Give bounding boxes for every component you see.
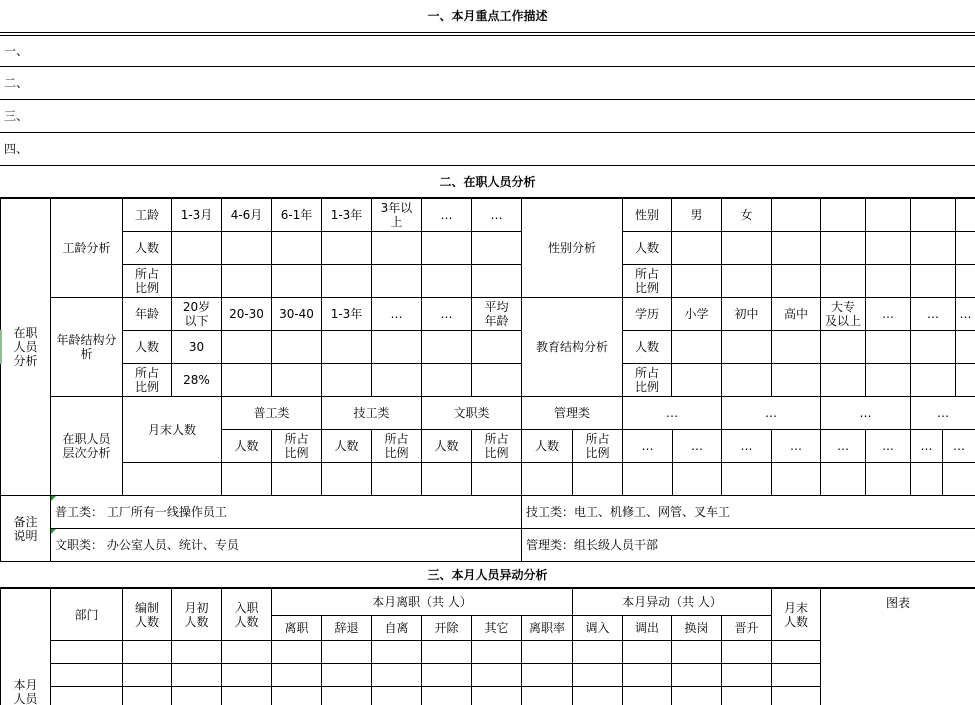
header-staffing[interactable]: 编制 人数 xyxy=(123,589,172,641)
level-val-3-b[interactable] xyxy=(573,463,623,496)
age-cell-r1-c3[interactable] xyxy=(272,331,322,364)
age-cell-r2-c3[interactable] xyxy=(272,364,322,397)
section2-title[interactable]: 二、在职人员分析 xyxy=(0,166,975,198)
tenure-cell-r1-c0[interactable]: 人数 xyxy=(123,232,172,265)
level-val-1-b[interactable] xyxy=(372,463,422,496)
turnover-row-1-c7[interactable] xyxy=(422,664,472,687)
turnover-side-label[interactable]: 本月 人员 xyxy=(0,589,51,705)
level-sub-0-a[interactable]: 人数 xyxy=(222,430,272,463)
turnover-row-1-c11[interactable] xyxy=(623,664,672,687)
level-val-0-a[interactable] xyxy=(222,463,272,496)
level-analysis-label[interactable]: 在职人员 层次分析 xyxy=(51,397,123,496)
education-cell-r0-c5[interactable]: … xyxy=(866,298,911,331)
education-cell-r0-c7[interactable]: … xyxy=(956,298,975,331)
tenure-cell-r2-c2[interactable] xyxy=(222,265,272,298)
turnover-row-1-c3[interactable] xyxy=(222,664,272,687)
turnover-row-2-c12[interactable] xyxy=(672,687,722,705)
education-cell-r0-c3[interactable]: 高中 xyxy=(772,298,821,331)
tenure-cell-r1-c2[interactable] xyxy=(222,232,272,265)
gender-cell-r1-c6[interactable] xyxy=(911,232,956,265)
gender-cell-r1-c7[interactable] xyxy=(956,232,975,265)
level-sub-4-b[interactable]: … xyxy=(673,430,722,463)
education-cell-r2-c7[interactable] xyxy=(956,364,975,397)
education-cell-r2-c2[interactable] xyxy=(722,364,772,397)
turnover-row-0-c13[interactable] xyxy=(722,641,772,664)
age-cell-r0-c3[interactable]: 30-40 xyxy=(272,298,322,331)
turnover-row-0-c14[interactable] xyxy=(772,641,821,664)
education-cell-r2-c4[interactable] xyxy=(821,364,866,397)
turnover-row-1-c14[interactable] xyxy=(772,664,821,687)
work-item-3[interactable]: 三、 xyxy=(0,100,975,133)
education-cell-r1-c4[interactable] xyxy=(821,331,866,364)
comment-marker-icon xyxy=(51,529,56,534)
level-sub-6-b[interactable]: … xyxy=(866,430,911,463)
tenure-cell-r1-c7[interactable] xyxy=(472,232,522,265)
level-val-3-a[interactable] xyxy=(522,463,573,496)
turnover-row-1-c8[interactable] xyxy=(472,664,522,687)
turnover-row-2-c7[interactable] xyxy=(422,687,472,705)
header-month-end[interactable]: 月末 人数 xyxy=(772,589,821,641)
gender-cell-r0-c1[interactable]: 男 xyxy=(672,199,722,232)
tenure-cell-r2-c6[interactable] xyxy=(422,265,472,298)
tenure-analysis-label[interactable]: 工龄分析 xyxy=(51,199,123,298)
age-cell-r2-c1[interactable]: 28% xyxy=(172,364,222,397)
age-cell-r2-c5[interactable] xyxy=(372,364,422,397)
turnover-row-2-c11[interactable] xyxy=(623,687,672,705)
level-val-5-a[interactable] xyxy=(722,463,772,496)
tenure-cell-r2-c0[interactable]: 所占 比例 xyxy=(123,265,172,298)
gender-cell-r0-c5[interactable] xyxy=(866,199,911,232)
tenure-cell-r1-c1[interactable] xyxy=(172,232,222,265)
age-cell-r1-c7[interactable] xyxy=(472,331,522,364)
gender-cell-r1-c2[interactable] xyxy=(722,232,772,265)
work-item-1[interactable]: 一、 xyxy=(0,36,975,67)
tenure-cell-r0-c7[interactable]: … xyxy=(472,199,522,232)
turnover-row-0-c12[interactable] xyxy=(672,641,722,664)
age-cell-r1-c5[interactable] xyxy=(372,331,422,364)
turnover-row-2-c3[interactable] xyxy=(222,687,272,705)
education-cell-r2-c3[interactable] xyxy=(772,364,821,397)
turnover-row-0-c1[interactable] xyxy=(123,641,172,664)
level-sub-0-b[interactable]: 所占 比例 xyxy=(272,430,322,463)
education-cell-r2-c0[interactable]: 所占 比例 xyxy=(623,364,672,397)
level-val-7-b[interactable] xyxy=(943,463,975,496)
age-cell-r0-c1[interactable]: 20岁 以下 xyxy=(172,298,222,331)
header-change-group[interactable]: 本月异动（共 人） xyxy=(573,589,772,616)
tenure-cell-r0-c1[interactable]: 1-3月 xyxy=(172,199,222,232)
level-sub-2-a[interactable]: 人数 xyxy=(422,430,472,463)
gender-cell-r0-c7[interactable] xyxy=(956,199,975,232)
header-resign-group[interactable]: 本月离职（共 人） xyxy=(272,589,573,616)
tenure-cell-r2-c7[interactable] xyxy=(472,265,522,298)
level-group-2[interactable]: 文职类 xyxy=(422,397,522,430)
tenure-cell-r2-c1[interactable] xyxy=(172,265,222,298)
turnover-row-1-c2[interactable] xyxy=(172,664,222,687)
tenure-cell-r2-c5[interactable] xyxy=(372,265,422,298)
section1-title[interactable]: 一、本月重点工作描述 xyxy=(0,0,975,33)
education-cell-r1-c6[interactable] xyxy=(911,331,956,364)
turnover-row-1-c10[interactable] xyxy=(573,664,623,687)
level-val-2-b[interactable] xyxy=(472,463,522,496)
tenure-cell-r0-c3[interactable]: 6-1年 xyxy=(272,199,322,232)
gender-cell-r0-c0[interactable]: 性别 xyxy=(623,199,672,232)
turnover-row-0-c6[interactable] xyxy=(372,641,422,664)
turnover-row-2-c6[interactable] xyxy=(372,687,422,705)
gender-cell-r0-c3[interactable] xyxy=(772,199,821,232)
level-sub-7-b[interactable]: … xyxy=(943,430,975,463)
turnover-row-0-c9[interactable] xyxy=(522,641,573,664)
education-cell-r0-c2[interactable]: 初中 xyxy=(722,298,772,331)
age-cell-r0-c4[interactable]: 1-3年 xyxy=(322,298,372,331)
note-management[interactable]: 管理类：组长级人员干部 xyxy=(522,529,975,562)
gender-analysis-label[interactable]: 性别分析 xyxy=(522,199,623,298)
turnover-row-2-c2[interactable] xyxy=(172,687,222,705)
age-cell-r2-c6[interactable] xyxy=(422,364,472,397)
sub-header-5[interactable]: 离职率 xyxy=(522,616,573,641)
note-technical-worker[interactable]: 技工类：电工、机修工、网管、叉车工 xyxy=(522,496,975,529)
tenure-cell-r1-c4[interactable] xyxy=(322,232,372,265)
level-group-1[interactable]: 技工类 xyxy=(322,397,422,430)
note-clerical[interactable]: 文职类： 办公室人员、统计、专员 xyxy=(51,529,522,562)
education-cell-r1-c7[interactable] xyxy=(956,331,975,364)
level-sub-1-b[interactable]: 所占 比例 xyxy=(372,430,422,463)
gender-cell-r0-c4[interactable] xyxy=(821,199,866,232)
level-sub-7-a[interactable]: … xyxy=(911,430,943,463)
turnover-row-0-c11[interactable] xyxy=(623,641,672,664)
education-cell-r1-c2[interactable] xyxy=(722,331,772,364)
gender-cell-r1-c5[interactable] xyxy=(866,232,911,265)
turnover-row-1-c9[interactable] xyxy=(522,664,573,687)
age-cell-r2-c0[interactable]: 所占 比例 xyxy=(123,364,172,397)
education-cell-r0-c6[interactable]: … xyxy=(911,298,956,331)
gender-cell-r0-c2[interactable]: 女 xyxy=(722,199,772,232)
level-val-7-a[interactable] xyxy=(911,463,943,496)
gender-cell-r2-c4[interactable] xyxy=(821,265,866,298)
sub-header-3[interactable]: 开除 xyxy=(422,616,472,641)
month-end-count-header[interactable]: 月末人数 xyxy=(123,397,222,463)
age-cell-r0-c0[interactable]: 年龄 xyxy=(123,298,172,331)
sub-header-0[interactable]: 离职 xyxy=(272,616,322,641)
gender-cell-r2-c5[interactable] xyxy=(866,265,911,298)
gender-cell-r1-c3[interactable] xyxy=(772,232,821,265)
header-department[interactable]: 部门 xyxy=(51,589,123,641)
turnover-row-2-c5[interactable] xyxy=(322,687,372,705)
level-group-6[interactable]: … xyxy=(821,397,911,430)
turnover-row-0-c0[interactable] xyxy=(51,641,123,664)
age-cell-r2-c2[interactable] xyxy=(222,364,272,397)
turnover-row-1-c13[interactable] xyxy=(722,664,772,687)
level-sub-5-a[interactable]: … xyxy=(722,430,772,463)
turnover-row-2-c8[interactable] xyxy=(472,687,522,705)
level-group-7[interactable]: … xyxy=(911,397,975,430)
level-val-4-a[interactable] xyxy=(623,463,673,496)
turnover-row-0-c7[interactable] xyxy=(422,641,472,664)
age-analysis-label[interactable]: 年龄结构分 析 xyxy=(51,298,123,397)
sub-header-6[interactable]: 调入 xyxy=(573,616,623,641)
level-sub-4-a[interactable]: … xyxy=(623,430,673,463)
education-cell-r2-c5[interactable] xyxy=(866,364,911,397)
turnover-row-1-c5[interactable] xyxy=(322,664,372,687)
education-cell-r0-c1[interactable]: 小学 xyxy=(672,298,722,331)
level-sub-3-b[interactable]: 所占 比例 xyxy=(573,430,623,463)
gender-cell-r2-c1[interactable] xyxy=(672,265,722,298)
tenure-cell-r0-c6[interactable]: … xyxy=(422,199,472,232)
level-val-1-a[interactable] xyxy=(322,463,372,496)
sub-header-9[interactable]: 晋升 xyxy=(722,616,772,641)
gender-cell-r1-c4[interactable] xyxy=(821,232,866,265)
turnover-row-2-c14[interactable] xyxy=(772,687,821,705)
sub-header-7[interactable]: 调出 xyxy=(623,616,672,641)
level-val-5-b[interactable] xyxy=(772,463,821,496)
row-marker xyxy=(0,330,2,364)
turnover-row-1-c6[interactable] xyxy=(372,664,422,687)
turnover-row-2-c1[interactable] xyxy=(123,687,172,705)
age-cell-r1-c2[interactable] xyxy=(222,331,272,364)
level-val-0-b[interactable] xyxy=(272,463,322,496)
tenure-cell-r0-c4[interactable]: 1-3年 xyxy=(322,199,372,232)
level-sub-5-b[interactable]: … xyxy=(772,430,821,463)
tenure-cell-r2-c3[interactable] xyxy=(272,265,322,298)
education-cell-r2-c6[interactable] xyxy=(911,364,956,397)
gender-cell-r1-c0[interactable]: 人数 xyxy=(623,232,672,265)
level-group-0[interactable]: 普工类 xyxy=(222,397,322,430)
age-cell-r2-c7[interactable] xyxy=(472,364,522,397)
gender-cell-r1-c1[interactable] xyxy=(672,232,722,265)
gender-cell-r2-c0[interactable]: 所占 比例 xyxy=(623,265,672,298)
gender-cell-r0-c6[interactable] xyxy=(911,199,956,232)
age-cell-r1-c6[interactable] xyxy=(422,331,472,364)
gender-cell-r2-c3[interactable] xyxy=(772,265,821,298)
tenure-cell-r1-c3[interactable] xyxy=(272,232,322,265)
level-sub-2-b[interactable]: 所占 比例 xyxy=(472,430,522,463)
month-end-count-value[interactable] xyxy=(123,463,222,496)
note-general-worker[interactable]: 普工类： 工厂所有一线操作员工 xyxy=(51,496,522,529)
age-cell-r2-c4[interactable] xyxy=(322,364,372,397)
tenure-cell-r0-c5[interactable]: 3年以 上 xyxy=(372,199,422,232)
turnover-row-0-c5[interactable] xyxy=(322,641,372,664)
staff-analysis-label[interactable]: 在职 人员 分析 xyxy=(0,199,51,496)
comment-marker-icon xyxy=(51,496,56,501)
turnover-row-2-c10[interactable] xyxy=(573,687,623,705)
age-cell-r0-c5[interactable]: … xyxy=(372,298,422,331)
level-val-6-b[interactable] xyxy=(866,463,911,496)
gender-cell-r2-c2[interactable] xyxy=(722,265,772,298)
turnover-row-1-c1[interactable] xyxy=(123,664,172,687)
turnover-row-0-c3[interactable] xyxy=(222,641,272,664)
age-cell-r0-c2[interactable]: 20-30 xyxy=(222,298,272,331)
tenure-cell-r2-c4[interactable] xyxy=(322,265,372,298)
header-month-start[interactable]: 月初 人数 xyxy=(172,589,222,641)
turnover-row-2-c13[interactable] xyxy=(722,687,772,705)
turnover-row-0-c2[interactable] xyxy=(172,641,222,664)
header-onboard[interactable]: 入职 人数 xyxy=(222,589,272,641)
header-chart[interactable]: 图表 xyxy=(821,589,975,616)
turnover-row-2-c4[interactable] xyxy=(272,687,322,705)
tenure-cell-r0-c2[interactable]: 4-6月 xyxy=(222,199,272,232)
level-val-6-a[interactable] xyxy=(821,463,866,496)
chart-area[interactable] xyxy=(821,616,975,705)
education-cell-r1-c0[interactable]: 人数 xyxy=(623,331,672,364)
work-item-4[interactable]: 四、 xyxy=(0,133,975,166)
work-item-2[interactable]: 二、 xyxy=(0,67,975,100)
section3-title[interactable]: 三、本月人员异动分析 xyxy=(0,562,975,588)
level-group-3[interactable]: 管理类 xyxy=(522,397,623,430)
notes-label[interactable]: 备注 说明 xyxy=(0,496,51,562)
education-cell-r1-c1[interactable] xyxy=(672,331,722,364)
education-cell-r0-c0[interactable]: 学历 xyxy=(623,298,672,331)
turnover-row-1-c4[interactable] xyxy=(272,664,322,687)
level-val-4-b[interactable] xyxy=(673,463,722,496)
age-cell-r0-c7[interactable]: 平均 年龄 xyxy=(472,298,522,331)
age-cell-r1-c4[interactable] xyxy=(322,331,372,364)
level-sub-1-a[interactable]: 人数 xyxy=(322,430,372,463)
turnover-row-1-c12[interactable] xyxy=(672,664,722,687)
age-cell-r0-c6[interactable]: … xyxy=(422,298,472,331)
turnover-row-0-c8[interactable] xyxy=(472,641,522,664)
turnover-row-0-c10[interactable] xyxy=(573,641,623,664)
sub-header-1[interactable]: 辞退 xyxy=(322,616,372,641)
gender-cell-r2-c7[interactable] xyxy=(956,265,975,298)
gender-cell-r2-c6[interactable] xyxy=(911,265,956,298)
tenure-cell-r0-c0[interactable]: 工龄 xyxy=(123,199,172,232)
education-analysis-label[interactable]: 教育结构分析 xyxy=(522,298,623,397)
level-group-5[interactable]: … xyxy=(722,397,821,430)
education-cell-r0-c4[interactable]: 大专 及以上 xyxy=(821,298,866,331)
turnover-row-2-c9[interactable] xyxy=(522,687,573,705)
sub-header-4[interactable]: 其它 xyxy=(472,616,522,641)
turnover-row-2-c0[interactable] xyxy=(51,687,123,705)
level-val-2-a[interactable] xyxy=(422,463,472,496)
age-cell-r1-c1[interactable]: 30 xyxy=(172,331,222,364)
education-cell-r1-c3[interactable] xyxy=(772,331,821,364)
education-cell-r2-c1[interactable] xyxy=(672,364,722,397)
level-sub-3-a[interactable]: 人数 xyxy=(522,430,573,463)
education-cell-r1-c5[interactable] xyxy=(866,331,911,364)
sub-header-8[interactable]: 换岗 xyxy=(672,616,722,641)
sub-header-2[interactable]: 自离 xyxy=(372,616,422,641)
tenure-cell-r1-c6[interactable] xyxy=(422,232,472,265)
tenure-cell-r1-c5[interactable] xyxy=(372,232,422,265)
turnover-row-0-c4[interactable] xyxy=(272,641,322,664)
level-sub-6-a[interactable]: … xyxy=(821,430,866,463)
age-cell-r1-c0[interactable]: 人数 xyxy=(123,331,172,364)
turnover-row-1-c0[interactable] xyxy=(51,664,123,687)
level-group-4[interactable]: … xyxy=(623,397,722,430)
